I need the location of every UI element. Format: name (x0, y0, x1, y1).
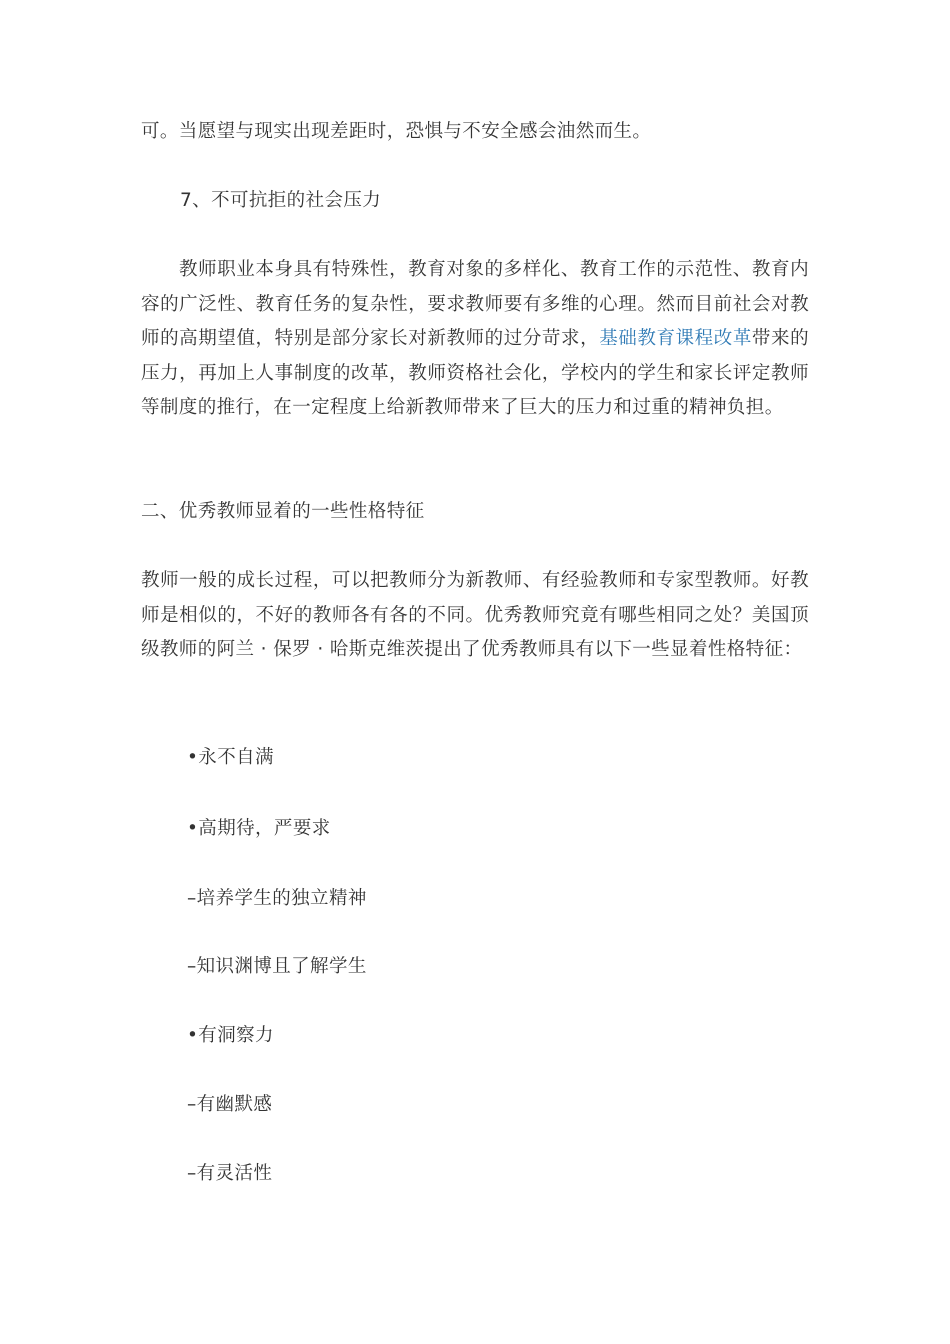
paragraph-social-pressure-text-1: 教师职业本身具有特殊性，教育对象的多样化、教育工作的示范性、教育内容的广泛性、教育任务的复杂性，要求教师要有多维的心理。然而目前社会对教师的高期望值，特别是部分家长对新教师的过分苛求， (141, 259, 809, 349)
trait-list-item: –有灵活性 (187, 1163, 273, 1184)
paragraph-social-pressure (141, 253, 809, 426)
paragraph-social-pressure-text-2: 带来的压力，再加上人事制度的改革，教师资格社会化，学校内的学生和家长评定教师等制度的推行，在一定程度上给新教师带来了巨大的压力和过重的精神负担。 (141, 328, 810, 418)
trait-list-item: –知识渊博且了解学生 (187, 956, 367, 977)
curriculum-reform-link[interactable]: 基础教育课程改革 (599, 328, 752, 349)
paragraph-traits-intro: 教师一般的成长过程，可以把教师分为新教师、有经验教师和专家型教师。好教师是相似的，不好的教师各有各的不同。优秀教师究竟有哪些相同之处？美国顶级教师的阿兰 · 保罗 · 哈斯克维茨提出了优秀教师具有以下一些显着性格特征： (141, 570, 809, 660)
item-7-heading: 7、不可抗拒的社会压力 (180, 190, 382, 211)
paragraph-continuation: 可。当愿望与现实出现差距时，恐惧与不安全感会油然而生。 (141, 121, 652, 142)
trait-list-item: –培养学生的独立精神 (187, 888, 367, 909)
trait-list-item: –有幽默感 (187, 1094, 273, 1115)
section-2-heading: 二、优秀教师显着的一些性格特征 (141, 501, 425, 522)
trait-list-item: •有洞察力 (187, 1025, 274, 1046)
trait-list-item: •永不自满 (187, 747, 274, 768)
trait-list-item: •高期待，严要求 (187, 818, 331, 839)
